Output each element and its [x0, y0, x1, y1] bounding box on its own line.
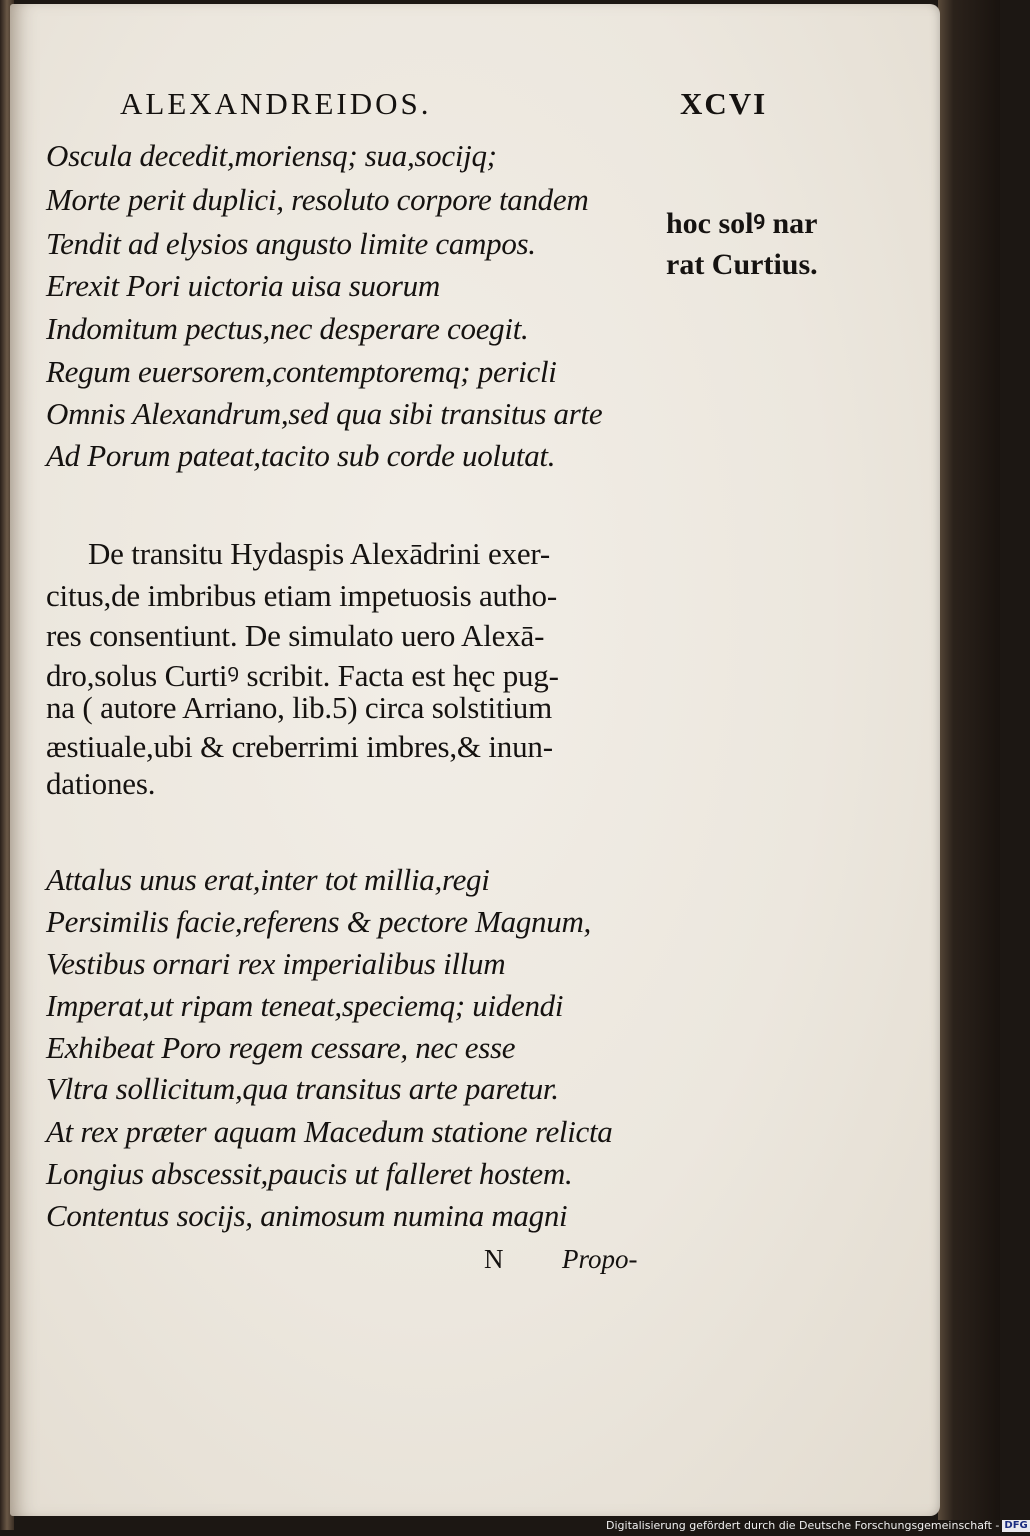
verse-line: Tendit ad elysios angusto limite campos. — [46, 226, 536, 261]
signature-mark: N — [484, 1244, 504, 1274]
commentary-line: De transitu Hydaspis Alexādrini exer- — [88, 536, 551, 571]
verse-line: Ad Porum pateat,tacito sub corde uolutat. — [46, 438, 556, 473]
commentary-line: citus,de imbribus etiam impetuosis autho- — [46, 578, 557, 613]
verse-line: Erexit Pori uictoria uisa suorum — [46, 268, 440, 303]
marginal-note-line: rat Curtius. — [666, 248, 818, 281]
verse-line: Imperat,ut ripam teneat,speciemq; uidendi — [46, 988, 564, 1023]
verse-line: Omnis Alexandrum,sed qua sibi transitus arte — [46, 396, 603, 431]
verse-line: Longius abscessit,paucis ut falleret hostem. — [46, 1156, 573, 1191]
verse-line: At rex præter aquam Macedum statione relicta — [46, 1114, 613, 1149]
verse-line: Persimilis facie,referens & pectore Magnum, — [46, 904, 591, 939]
catchword: Propo- — [562, 1244, 638, 1274]
verse-line: Contentus socijs, animosum numina magni — [46, 1198, 568, 1233]
digitization-credit-text: Digitalisierung gefördert durch die Deutsche Forschungsgemeinschaft - — [606, 1519, 1000, 1532]
commentary-line: na ( autore Arriano, lib.5) circa solstitium — [46, 690, 552, 725]
verse-line: Vltra sollicitum,qua transitus arte paretur. — [46, 1071, 559, 1106]
verse-line: Morte perit duplici, resoluto corpore tandem — [46, 182, 589, 217]
verse-line: Exhibeat Poro regem cessare, nec esse — [46, 1030, 516, 1065]
verse-line: Indomitum pectus,nec desperare coegit. — [46, 311, 529, 346]
page-edge-shadow — [938, 0, 1000, 1520]
running-title: ALEXANDREIDOS. — [120, 86, 432, 121]
verse-line: Regum euersorem,contemptoremq; pericli — [46, 354, 557, 389]
digitization-credit — [606, 1520, 1030, 1532]
marginal-note-line: hoc solꝰ nar — [666, 207, 818, 240]
commentary-line: res consentiunt. De simulato uero Alexā- — [46, 618, 545, 653]
commentary-line: æstiuale,ubi & creberrimi imbres,& inun- — [46, 729, 553, 764]
commentary-line: dro,solus Curtiꝰ scribit. Facta est hęc pug- — [46, 658, 559, 693]
folio-number: XCVI — [680, 86, 768, 121]
verse-line: Oscula decedit,moriensq; sua,socijq; — [46, 138, 497, 173]
commentary-line: dationes. — [46, 766, 156, 801]
dfg-logo: DFG — [1004, 1520, 1028, 1531]
verse-line: Vestibus ornari rex imperialibus illum — [46, 946, 506, 981]
verse-line: Attalus unus erat,inter tot millia,regi — [46, 862, 490, 897]
